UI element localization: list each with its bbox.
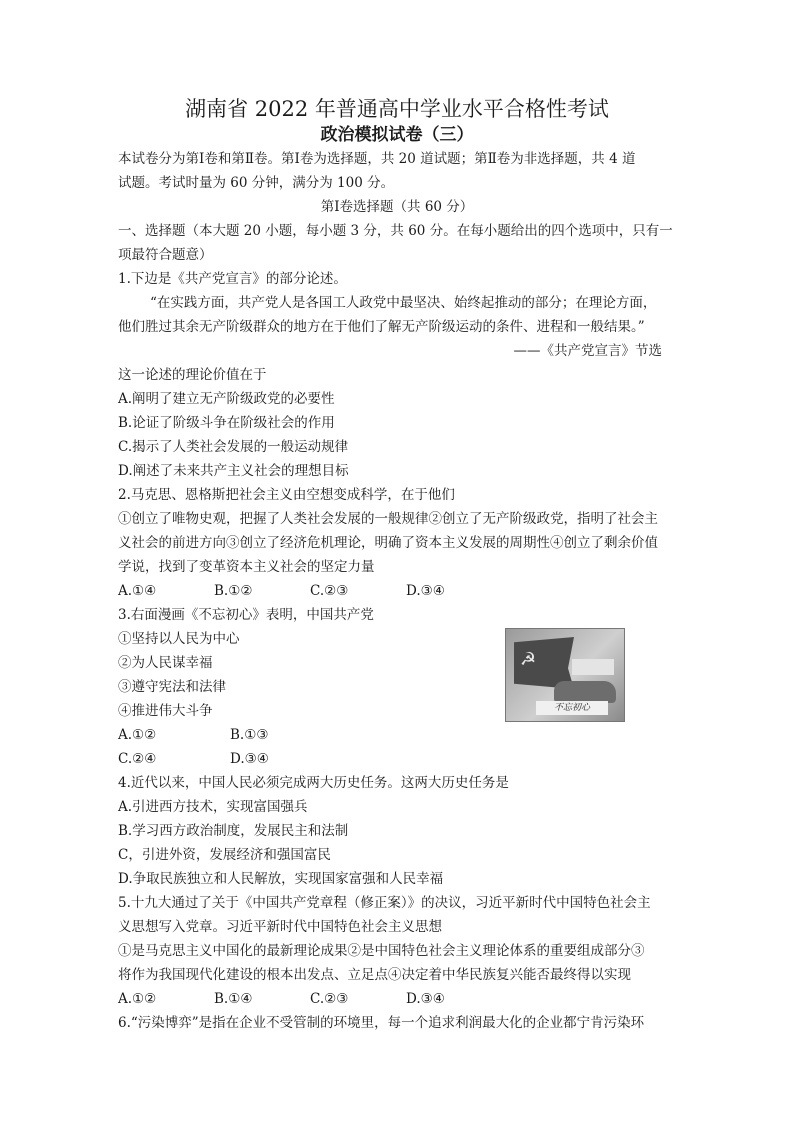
q4-stem: 4.近代以来，中国人民必须完成两大历史任务。这两大历史任务是 <box>118 775 509 791</box>
exam-subtitle: 政治模拟试卷（三） <box>320 125 474 145</box>
q5-option-a: A.①② <box>118 991 157 1007</box>
q4-option-b: B.学习西方政治制度，发展民主和法制 <box>118 823 349 839</box>
q5-option-b: B.①④ <box>214 991 253 1007</box>
cartoon-image <box>505 628 625 722</box>
q2-body-line-2: 义社会的前进方向③创立了经济危机理论，明确了资本主义发展的周期性④创立了剩余价值 <box>118 535 658 551</box>
q1-option-c: C.揭示了人类社会发展的一般运动规律 <box>118 439 349 455</box>
q1-option-a: A.阐明了建立无产阶级政党的必要性 <box>118 391 335 407</box>
q5-body-line-1: ①是马克思主义中国化的最新理论成果②是中国特色社会主义理论体系的重要组成部分③ <box>118 943 645 959</box>
q5-options <box>118 990 445 1008</box>
q2-stem: 2.马克思、恩格斯把社会主义由空想变成科学，在于他们 <box>118 487 455 503</box>
q2-option-c: C.②③ <box>310 583 349 599</box>
q1-quote-line-1: “在实践方面，共产党人是各国工人政党中最坚决、始终起推动的部分；在理论方面， <box>150 295 657 311</box>
intro-line-1: 本试卷分为第Ⅰ卷和第Ⅱ卷。第Ⅰ卷为选择题，共 20 道试题；第Ⅱ卷为非选择题，共 4 道 <box>118 151 636 167</box>
q1-option-b: B.论证了阶级斗争在阶级社会的作用 <box>118 415 335 431</box>
q2-option-b: B.①② <box>214 583 253 599</box>
q4-option-c: C，引进外资，发展经济和强国富民 <box>118 847 331 863</box>
q2-option-d: D.③④ <box>406 583 445 599</box>
cartoon-banner <box>572 659 614 675</box>
q3-option-a: A.①② <box>118 727 157 743</box>
q1-stem: 1.下边是《共产党宣言》的部分论述。 <box>118 271 347 287</box>
q3-stem: 3.右面漫画《不忘初心》表明，中国共产党 <box>118 607 374 623</box>
q1-option-d: D.阐述了未来共产主义社会的理想目标 <box>118 463 349 479</box>
intro-line-2: 试题。考试时量为 60 分钟，满分为 100 分。 <box>118 175 395 191</box>
q1-source: ——《共产党宣言》节选 <box>513 343 662 359</box>
q5-option-d: D.③④ <box>406 991 445 1007</box>
q3-option-d: D.③④ <box>230 751 269 767</box>
hammer-sickle-icon: ☭ <box>520 649 537 670</box>
q3-item-4: ④推进伟大斗争 <box>118 703 213 719</box>
q5-stem-line-1: 5.十九大通过了关于《中国共产党章程（修正案）》的决议，习近平新时代中国特色社会主 <box>118 895 651 911</box>
q5-option-c: C.②③ <box>310 991 349 1007</box>
exam-title: 湖南省 2022 年普通高中学业水平合格性考试 <box>185 97 609 121</box>
cartoon-caption: 不忘初心 <box>536 701 608 715</box>
q1-quote-line-2: 他们胜过其余无产阶级群众的地方在于他们了解无产阶级运动的条件、进程和一般结果。” <box>118 319 645 335</box>
q5-stem-line-2: 义思想写入党章。习近平新时代中国特色社会主义思想 <box>118 919 442 935</box>
q4-option-d: D.争取民族独立和人民解放，实现国家富强和人民幸福 <box>118 871 444 887</box>
cartoon-people <box>554 681 616 703</box>
q2-body-line-3: 学说，找到了变革资本主义社会的坚定力量 <box>118 559 375 575</box>
q3-item-1: ①坚持以人民为中心 <box>118 631 240 647</box>
q3-option-b: B.①③ <box>230 727 269 743</box>
q5-body-line-2: 将作为我国现代化建设的根本出发点、立足点④决定着中华民族复兴能否最终得以实现 <box>118 967 631 983</box>
q3-options-row-2 <box>118 750 269 768</box>
q3-option-c: C.②④ <box>118 751 157 767</box>
q2-options <box>118 582 445 600</box>
instructions-line-2: 项最符合题意） <box>118 247 213 263</box>
q3-options-row-1 <box>118 726 268 744</box>
q2-body-line-1: ①创立了唯物史观，把握了人类社会发展的一般规律②创立了无产阶级政党，指明了社会主 <box>118 511 658 527</box>
q1-ask: 这一论述的理论价值在于 <box>118 367 267 383</box>
q6-stem: 6.“污染博弈”是指在企业不受管制的环境里，每一个追求利润最大化的企业都宁肯污染环 <box>118 1015 645 1031</box>
q4-option-a: A.引进西方技术，实现富国强兵 <box>118 799 308 815</box>
instructions-line-1: 一、选择题（本大题 20 小题，每小题 3 分，共 60 分。在每小题给出的四个选项中，只有一 <box>118 223 673 239</box>
q2-option-a: A.①④ <box>118 583 157 599</box>
q3-item-2: ②为人民谋幸福 <box>118 655 213 671</box>
q3-item-3: ③遵守宪法和法律 <box>118 679 226 695</box>
section-heading: 第Ⅰ卷选择题（共 60 分） <box>320 199 474 215</box>
